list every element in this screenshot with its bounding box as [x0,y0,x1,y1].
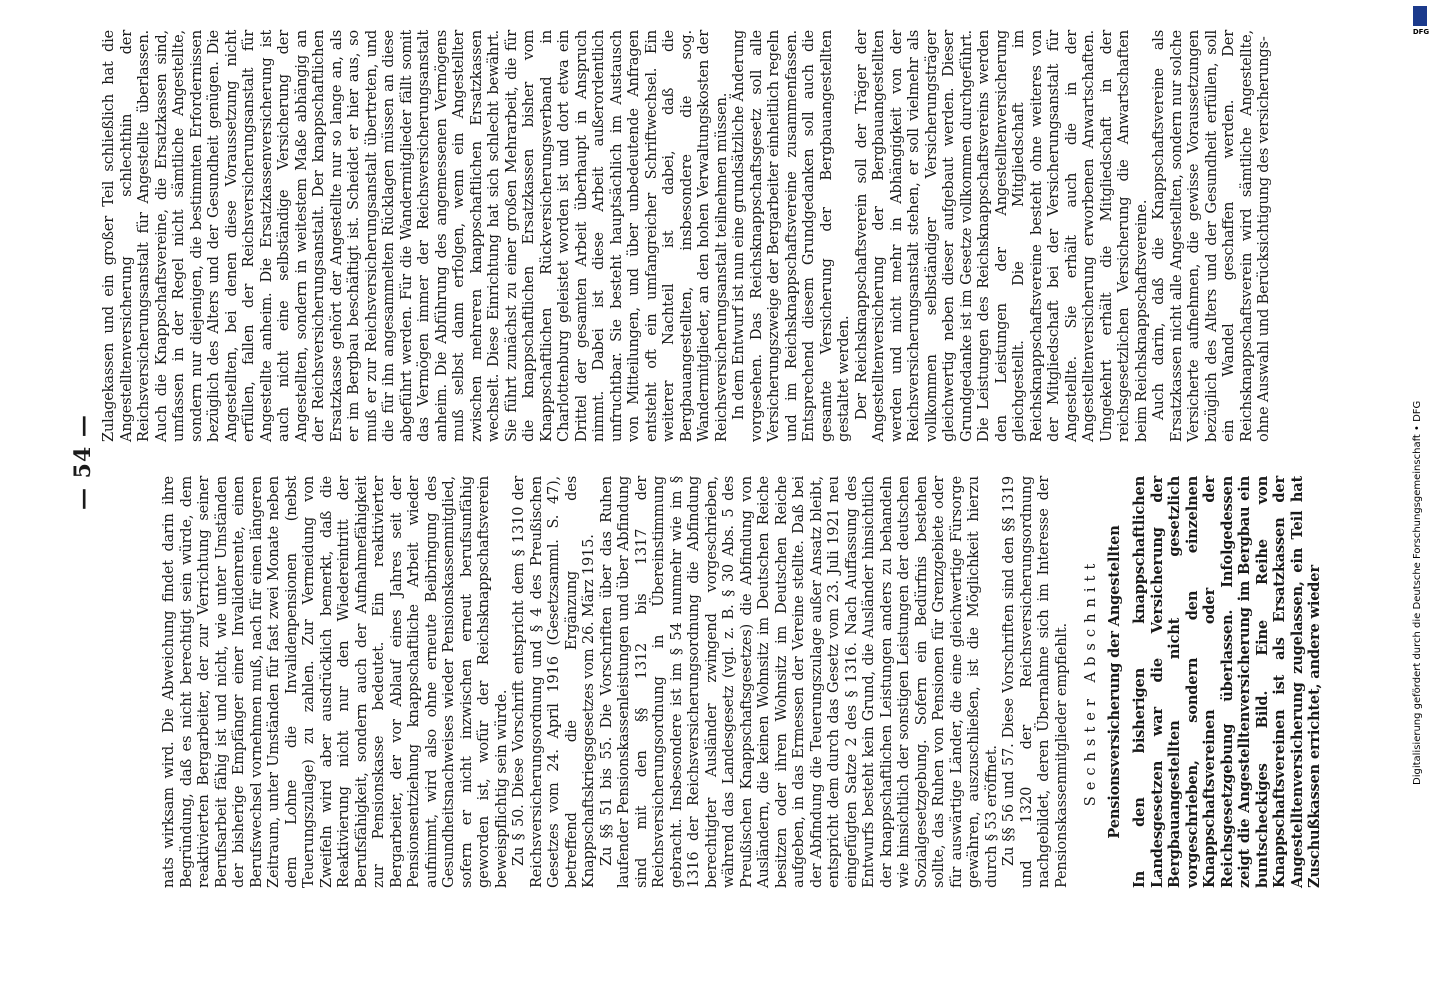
right-column [100,30,1273,442]
left-paragraph: Zu § 50. Diese Vorschrift entspricht dem § 1310 der Reichsversicherungsordnung und § 4 des Preußischen Gesetzes vom 24. April 1916 (Gesetzsamml. S. 47), betreffend die Ergänzung des Knappschaftskriegsgesetzes vom 26. März 1915. [510,476,597,888]
dfg-logo-text: DFG [1412,28,1430,36]
side-note-text: Digitalisierung gefördert durch die Deutsche Forschungsgemeinschaft • DFG [1412,400,1423,785]
left-paragraph: Zu §§ 51 bis 55. Die Vorschriften über das Ruhen laufender Pensionskassenleistungen und über Abfindung sind mit den §§ 1312 bis 1317 der Reichsversicherungsordnung in Übereinstimmung gebracht. Insbesondere ist im § 54 nunmehr wie im § 1316 der Reichsversicherungsordnung die Abfindung berechtigter Ausländer zwingend vorgeschrieben, während das Landesgesetz (vgl. z. B. § 30 Abs. 5 des Preußischen Knappschaftsgesetzes) die Abfindung von Ausländern, die keinen Wohnsitz im Deutschen Reiche besitzen oder ihren Wohnsitz im Deutschen Reiche aufgeben, in das Ermessen der Vereine stellte. Daß bei der Abfindung die Teuerungszulage außer Ansatz bleibt, entspricht dem durch das Gesetz vom 23. Juli 1921 neu eingefügten Satze 2 des § 1316. Nach Auffassung des Entwurfs besteht kein Grund, die Ausländer hinsichtlich der knappschaftlichen Leistungen anders zu behandeln wie hinsichtlich der sonstigen Leistungen der deutschen Sozialgesetzgebung. Sofern ein Bedürfnis bestehen sollte, das Ruhen von Pensionen für Grenzgebiete oder für auswärtige Länder, die eine gleichwertige Fürsorge gewähren, auszuschließen, ist die Möglichkeit hierzu durch § 53 eröffnet. [597,476,1000,888]
section-subtitle: Pensionsversicherung der Angestellten [1105,525,1123,839]
left-column [160,476,1324,888]
section-title: Sechster Abschnitt [1082,557,1099,807]
left-paragraph: Zu §§ 56 und 57. Diese Vorschriften sind den §§ 1319 und 1320 der Reichsversicherungsordnung nachgebildet, deren Übernahme sich im Interesse der Pensionskassenmitglieder empfiehlt. [1000,476,1070,888]
left-final-paragraph: In den bisherigen knappschaftlichen Landesgesetzen war die Versicherung der Bergbauangestellten nicht gesetzlich vorgeschrieben, sondern den einzelnen Knappschaftsvereinen oder der Reichsgesetzgebung überlassen. Infolgedessen zeigt die Angestelltenversicherung im Bergbau ein buntscheckiges Bild. Eine Reihe von Knappschaftsvereinen ist als Ersatzkassen der Angestelltenversicherung zugelassen, ein Teil hat Zuschußkassen errichtet, andere wieder [1131,476,1323,888]
left-paragraph: nats wirksam wird. Die Abweichung findet darin ihre Begründung, daß es nicht berechtigt sein würde, dem reaktivierten Bergarbeiter, der zur Verrichtung seiner Berufsarbeit fähig ist und nicht, wie unter Umständen der bisherige Empfänger einer Invalidenrente, einen Berufswechsel vornehmen muß, nach für einen längeren Zeitraum, unter Umständen für fast zwei Monate neben dem Lohne die Invalidenpensionen (nebst Teuerungszulage) zu zahlen. Zur Vermeidung von Zweifeln wird aber ausdrücklich bemerkt, daß die Reaktivierung nicht nur den Wiedereintritt der Berufsfähigkeit, sondern auch der Aufnahmefähigkeit zur Pensionskasse bedeutet. Ein reaktivierter Bergarbeiter, der vor Ablauf eines Jahres seit der Pensionsentziehung knappschaftliche Arbeit wieder aufnimmt, wird also ohne erneute Beibringung des Gesundheitsnachweises wieder Pensionskassenmitglied, sofern er nicht inzwischen erneut berufsunfähig geworden ist, wofür der Reichsknappschaftsverein beweispflichtig sein würde. [160,476,510,888]
right-paragraph: In dem Entwurf ist nun eine grundsätzliche Änderung vorgesehen. Das Reichsknappschaftsgesetz soll alle Versicherungszweige der Bergarbeiter einheitlich regeln und im Reichsknappschaftsvereine zusammenfassen. Entsprechend diesem Grundgedanken soll auch die gesamte Versicherung der Bergbauangestellten gestaltet werden. [730,30,852,442]
right-paragraph: Zulagekassen und ein großer Teil schließlich hat die Angestelltenversicherung schlechthin der Reichsversicherungsanstalt für Angestellte überlassen. Auch die Knappschaftsvereine, die Ersatzkassen sind, umfassen in der Regel nicht sämtliche Angestellte, sondern nur diejenigen, die bestimmten Erfordernissen bezüglich des Alters und der Gesundheit genügen. Die Angestellten, bei denen diese Voraussetzung nicht erfüllen, fallen der Reichsversicherungsanstalt für Angestellte anheim. Die Ersatzkassenversicherung ist auch nicht eine selbständige Versicherung der Angestellten, sondern in weitestem Maße abhängig an der Reichsversicherungsanstalt. Der knappschaftlichen Ersatzkasse gehört der Angestellte nur so lange an, als er im Bergbau beschäftigt ist. Scheidet er hier aus, so muß er zur Reichsversicherungsanstalt übertreten, und die für ihn angesammelten Rücklagen müssen an diese abgeführt werden. Für die Wandermitglieder fällt somit das Vermögen immer der Reichsversicherungsanstalt anheim. Die Abführung des angemessenen Vermögens muß selbst dann erfolgen, wenn ein Angestellter zwischen mehreren knappschaftlichen Ersatzkassen wechselt. Diese Einrichtung hat sich schlecht bewährt. Sie führt zunächst zu einer großen Mehrarbeit, die für die knappschaftlichen Ersatzkassen bisher vom Knappschaftlichen Rückversicherungsverband in Charlottenburg geleistet worden ist und dort etwa ein Drittel der gesamten Arbeit überhaupt in Anspruch nimmt. Dabei ist diese Arbeit außerordentlich unfruchtbar. Sie besteht hauptsächlich im Austausch von Mitteilungen, und über unbedeutende Anfragen entsteht oft ein umfangreicher Schriftwechsel. Ein weiterer Nachteil ist dabei, daß die Bergbauangestellten, insbesondere die sog. Wandermitglieder, an den hohen Verwaltungskosten der Reichsversicherungsanstalt teilnehmen müssen. [100,30,730,442]
right-paragraph: Der Reichsknappschaftsverein soll der Träger der Angestelltenversicherung der Bergbauangestellten werden und nicht mehr in Abhängigkeit von der Reichsversicherungsanstalt stehen, er soll vielmehr als vollkommen selbständiger Versicherungsträger gleichwertig neben dieser aufgebaut werden. Dieser Grundgedanke ist im Gesetze vollkommen durchgeführt. Die Leistungen des Reichsknappschaftsvereins werden den Leistungen der Angestelltenversicherung gleichgestellt. Die Mitgliedschaft im Reichsknappschaftsvereine besteht ohne weiteres von der Mitgliedschaft bei der Versicherungsanstalt für Angestellte. Sie erhält auch die in der Angestelltenversicherung erworbenen Anwartschaften. Umgekehrt erhält die Mitgliedschaft in der reichsgesetzlichen Versicherung die Anwartschaften beim Reichsknappschaftsvereine. [852,30,1150,442]
page-number: — 54 — [70,414,96,510]
right-paragraph: Auch darin, daß die Knappschaftsvereine als Ersatzkassen nicht alle Angestellten, sondern nur solche Versicherte aufnehmen, die gewisse Voraussetzungen bezüglich des Alters und der Gesundheit erfüllen, soll ein Wandel geschaffen werden. Der Reichsknappschaftsverein wird sämtliche Angestellte, ohne Auswahl und Berücksichtigung des versicherungs- [1150,30,1272,442]
side-note [1412,0,1428,1000]
